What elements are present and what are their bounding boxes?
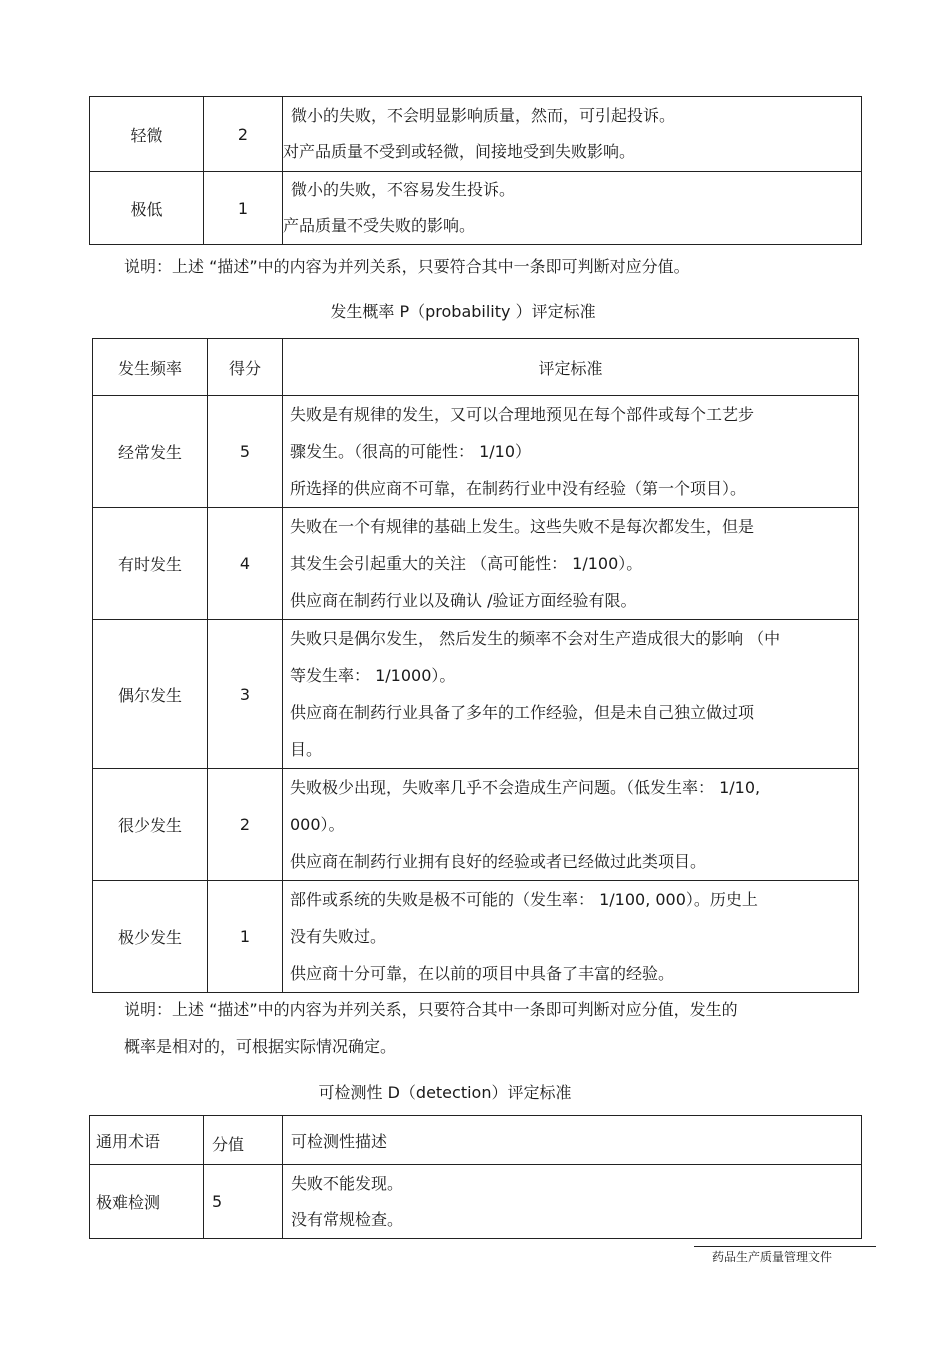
description-line: 对产品质量不受到或轻微，间接地受到失败影响。	[283, 142, 636, 161]
frequency-score: 4	[208, 508, 283, 620]
detection-table	[89, 1115, 862, 1239]
criteria-line: 骤发生。（很高的可能性： 1/10）	[290, 442, 532, 461]
frequency-criteria	[283, 769, 859, 881]
frequency-term: 经常发生	[93, 396, 208, 508]
column-header: 通用术语	[90, 1116, 204, 1165]
footer-divider	[694, 1246, 876, 1247]
column-header: 发生频率	[93, 339, 208, 396]
table-row	[93, 620, 859, 769]
criteria-line: 其发生会引起重大的关注 （高可能性： 1/100）。	[290, 554, 643, 573]
column-header: 可检测性描述	[283, 1116, 862, 1165]
severity-description	[283, 172, 862, 245]
criteria-line: 等发生率： 1/1000）。	[290, 666, 456, 685]
table-header-row	[93, 339, 859, 396]
severity-term: 极低	[90, 172, 204, 245]
severity-description	[283, 97, 862, 172]
description-line: 微小的失败，不容易发生投诉。	[291, 180, 516, 199]
table-row	[93, 769, 859, 881]
severity-term: 轻微	[90, 97, 204, 172]
detection-score: 5	[204, 1165, 283, 1239]
table-row	[90, 1165, 862, 1239]
criteria-line: 所选择的供应商不可靠，在制药行业中没有经验（第一个项目）。	[290, 479, 747, 498]
severity-score: 2	[204, 97, 283, 172]
frequency-term: 极少发生	[93, 881, 208, 993]
probability-note-line: 说明：上述 “描述”中的内容为并列关系，只要符合其中一条即可判断对应分值，发生的	[124, 1000, 738, 1019]
frequency-criteria	[283, 620, 859, 769]
severity-note: 说明：上述 “描述”中的内容为并列关系，只要符合其中一条即可判断对应分值。	[124, 257, 690, 276]
frequency-score: 1	[208, 881, 283, 993]
description-line: 微小的失败，不会明显影响质量，然而，可引起投诉。	[291, 106, 676, 125]
criteria-line: 失败在一个有规律的基础上发生。这些失败不是每次都发生，但是	[290, 517, 755, 536]
criteria-line: 没有失败过。	[290, 927, 387, 946]
table-row	[90, 172, 862, 245]
frequency-score: 2	[208, 769, 283, 881]
probability-caption: 发生概率 P（probability ）评定标准	[330, 302, 596, 321]
frequency-term: 很少发生	[93, 769, 208, 881]
table-row	[93, 396, 859, 508]
description-line: 失败不能发现。	[291, 1173, 404, 1193]
column-header: 得分	[208, 339, 283, 396]
criteria-line: 失败是有规律的发生，又可以合理地预见在每个部件或每个工艺步	[290, 405, 755, 424]
frequency-term: 偶尔发生	[93, 620, 208, 769]
severity-table	[89, 96, 862, 245]
detection-caption: 可检测性 D（detection）评定标准	[318, 1083, 572, 1102]
criteria-line: 供应商在制药行业拥有良好的经验或者已经做过此类项目。	[290, 852, 707, 871]
criteria-line: 失败极少出现，失败率几乎不会造成生产问题。（低发生率： 1/10,	[290, 778, 761, 797]
frequency-term: 有时发生	[93, 508, 208, 620]
column-header: 分值	[204, 1116, 283, 1165]
frequency-score: 5	[208, 396, 283, 508]
criteria-line: 部件或系统的失败是极不可能的（发生率： 1/100, 000）。历史上	[290, 890, 758, 909]
page-footer: 药品生产质量管理文件	[712, 1250, 833, 1264]
frequency-criteria	[283, 396, 859, 508]
frequency-criteria	[283, 508, 859, 620]
probability-table	[92, 338, 859, 993]
criteria-line: 供应商在制药行业具备了多年的工作经验，但是未自己独立做过项	[290, 703, 755, 722]
detection-description	[283, 1165, 862, 1239]
severity-score: 1	[204, 172, 283, 245]
criteria-line: 目。	[290, 740, 323, 759]
criteria-line: 供应商在制药行业以及确认 /验证方面经验有限。	[290, 591, 637, 610]
frequency-criteria	[283, 881, 859, 993]
probability-note-line: 概率是相对的，可根据实际情况确定。	[124, 1037, 397, 1056]
table-row	[90, 97, 862, 172]
detection-term: 极难检测	[90, 1165, 204, 1239]
frequency-score: 3	[208, 620, 283, 769]
criteria-line: 000）。	[290, 815, 345, 834]
description-line: 产品质量不受失败的影响。	[283, 216, 476, 235]
criteria-line: 失败只是偶尔发生， 然后发生的频率不会对生产造成很大的影响 （中	[290, 629, 781, 648]
criteria-line: 供应商十分可靠，在以前的项目中具备了丰富的经验。	[290, 964, 675, 983]
table-row	[93, 881, 859, 993]
table-header-row	[90, 1116, 862, 1165]
column-header: 评定标准	[283, 339, 859, 396]
table-row	[93, 508, 859, 620]
description-line: 没有常规检查。	[291, 1209, 404, 1229]
